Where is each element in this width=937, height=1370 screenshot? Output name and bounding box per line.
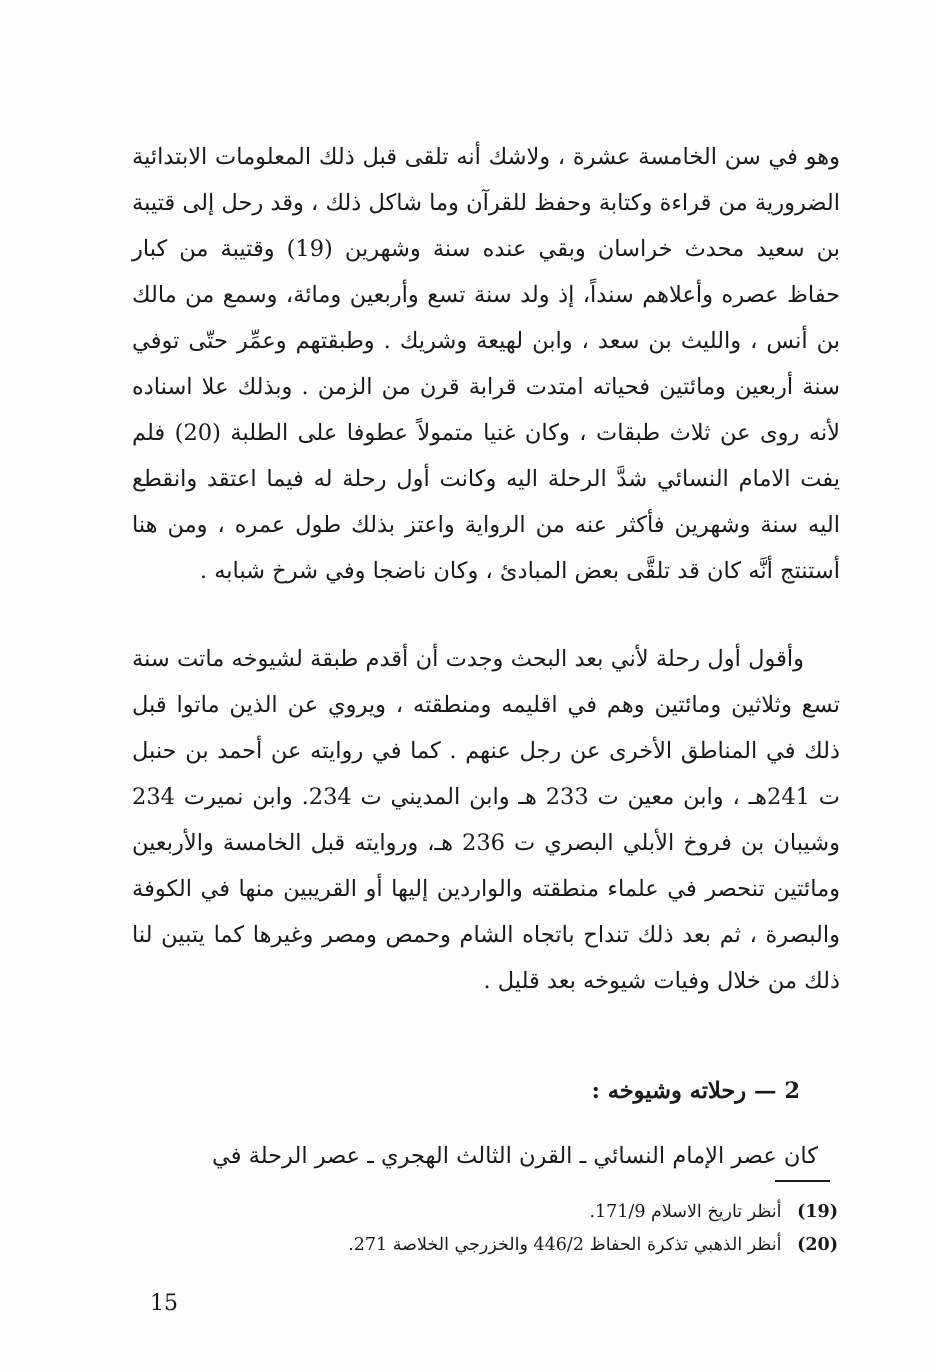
footnote-20 bbox=[132, 1229, 838, 1262]
footnote-19 bbox=[132, 1196, 838, 1229]
footnote-separator bbox=[775, 1180, 830, 1182]
footnotes bbox=[132, 1196, 838, 1262]
paragraph-text: وهو في سن الخامسة عشرة ، ولاشك أنه تلقى قبل ذلك المعلومات الابتدائية الضرورية من قراءة وكتابة وحفظ للقرآن وما شاكل ذلك ، وقد رحل إلى قتيبة بن سعيد محدث خراسان وبقي عنده سنة وشهرين (19) وقتيبة من كبار حفاظ عصره وأعلاهم سنداً، إذ ولد سنة تسع وأربعين ومائة، وسمع من مالك بن أنس ، والليث بن سعد ، وابن لهيعة وشريك . وطبقتهم وعمِّر حتّى توفي سنة أربعين ومائتين فحياته امتدت قرابة قرن من الزمن . وبذلك علا اسناده لأنه روى عن ثلاث طبقات ، وكان غنيا متمولاً عطوفا على الطلبة (20) فلم يفت الامام النسائي شدَّ الرحلة اليه وكانت أول رحلة له فيما اعتقد وانقطع اليه سنة وشهرين فأكثر عنه من الرواية واعتز بذلك طول عمره ، ومن هنا أستنتج أنَّه كان قد تلقَّى بعض المبادئ ، وكان ناضجا وفي شرخ شبابه . bbox=[132, 144, 840, 584]
body-paragraph-3 bbox=[132, 1133, 840, 1179]
body-paragraph-1 bbox=[132, 134, 840, 594]
footnote-text: أنظر الذهبي تذكرة الحفاظ 446/2 والخزرجي الخلاصة 271. bbox=[348, 1235, 782, 1255]
body-paragraph-2 bbox=[132, 636, 840, 1004]
footnote-text: أنظر تاريخ الاسلام 171/9. bbox=[589, 1202, 782, 1222]
footnote-number: (19) bbox=[797, 1202, 838, 1222]
paragraph-text: وأقول أول رحلة لأني بعد البحث وجدت أن أقدم طبقة لشيوخه ماتت سنة تسع وثلاثين ومائتين وهم في اقليمه ومنطقته ، ويروي عن الذين ماتوا قبل ذلك في المناطق الأخرى عن رجل عنهم . كما في روايته عن أحمد بن حنبل ت 241هـ ، وابن معين ت 233 هـ وابن المديني ت 234. وابن نميرت 234 وشيبان بن فروخ الأبلي البصري ت 236 هـ، وروايته قبل الخامسة والأربعين ومائتين تنحصر في علماء منطقته والواردين إليها أو القريبين منها في الكوفة والبصرة ، ثم بعد ذلك تنداح باتجاه الشام وحمص ومصر وغيرها كما يتبين لنا ذلك من خلال وفيات شيوخه بعد قليل . bbox=[132, 646, 840, 994]
section-heading: 2 — رحلاته وشيوخه : bbox=[591, 1078, 800, 1104]
page-number: 15 bbox=[150, 1291, 178, 1316]
footnote-number: (20) bbox=[797, 1235, 838, 1255]
paragraph-text: كان عصر الإمام النسائي ـ القرن الثالث الهجري ـ عصر الرحلة في bbox=[211, 1143, 818, 1169]
